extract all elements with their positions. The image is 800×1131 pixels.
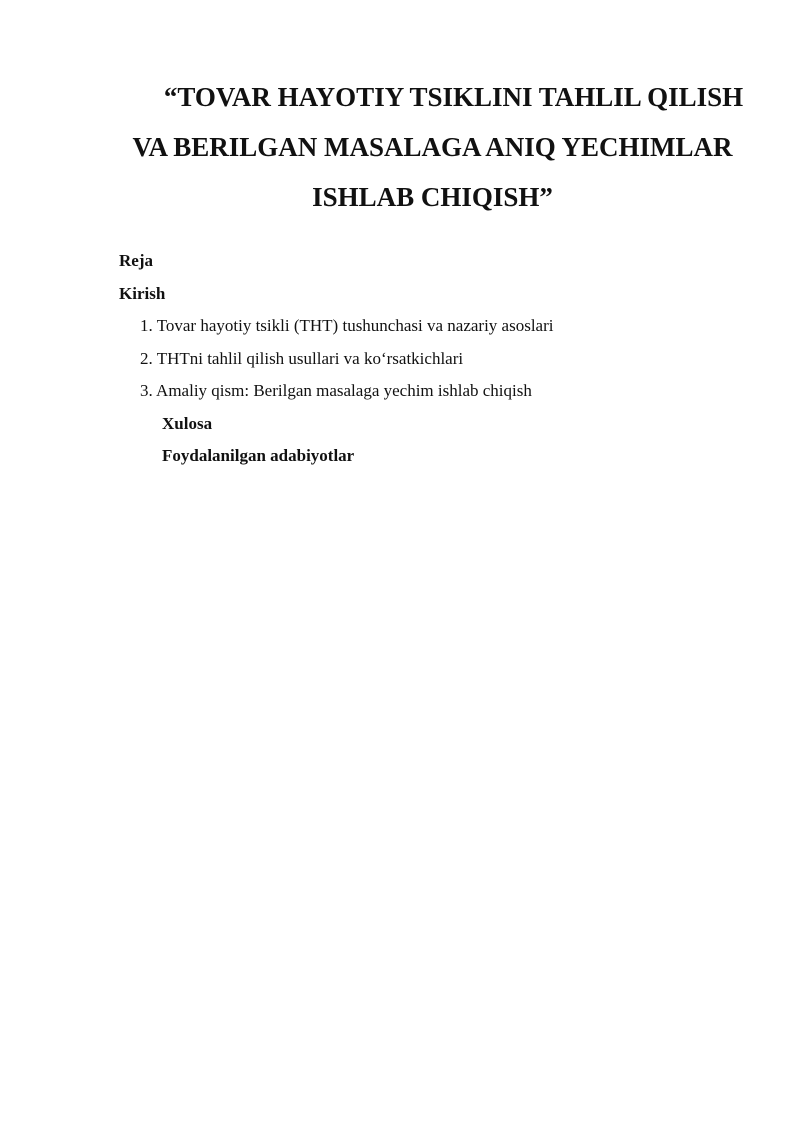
document-title: “TOVAR HAYOTIY TSIKLINI TAHLIL QILISH VA BERILGAN MASALAGA ANIQ YECHIMLAR ISHLAB CHIQISH” bbox=[132, 82, 744, 212]
table-of-contents bbox=[119, 245, 739, 473]
references-heading: Foydalanilgan adabiyotlar bbox=[162, 446, 355, 465]
toc-item-1: 1. Tovar hayotiy tsikli (THT) tushunchasi va nazariy asoslari bbox=[140, 316, 554, 335]
toc-item-3: 3. Amaliy qism: Berilgan masalaga yechim ishlab chiqish bbox=[140, 381, 532, 400]
conclusion-heading: Xulosa bbox=[162, 413, 213, 433]
intro-heading: Kirish bbox=[119, 283, 166, 303]
plan-heading: Reja bbox=[119, 251, 153, 270]
toc-item-2: 2. THTni tahlil qilish usullari va ko‘rsatkichlari bbox=[140, 348, 464, 368]
